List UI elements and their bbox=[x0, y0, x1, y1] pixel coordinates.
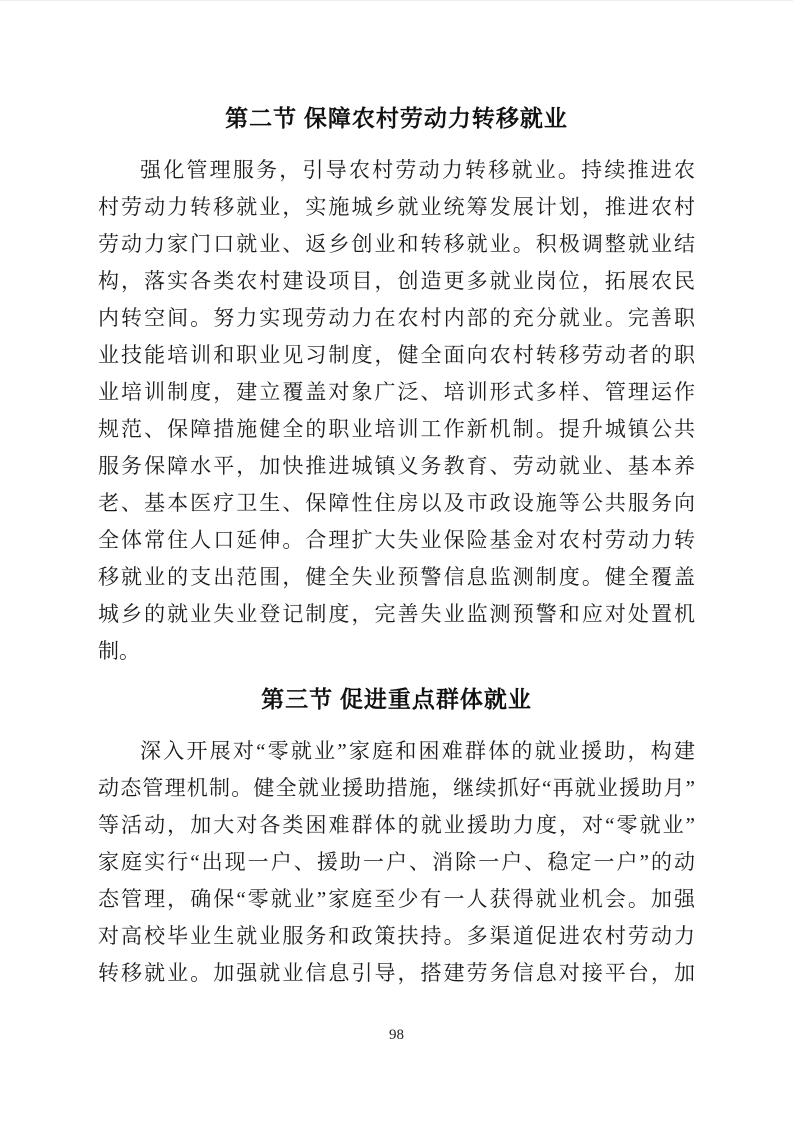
text-line: 构，落实各类农村建设项目，创造更多就业岗位，拓展农民 bbox=[98, 269, 695, 293]
text-line: 强化管理服务，引导农村劳动力转移就业。持续推进农 bbox=[140, 158, 695, 182]
text-line: 对高校毕业生就业服务和政策扶持。多渠道促进农村劳动力 bbox=[98, 924, 695, 948]
section-heading-3: 第三节 促进重点群体就业 bbox=[261, 687, 532, 712]
text-line: 等活动，加大对各类困难群体的就业援助力度，对“零就业” bbox=[98, 813, 695, 837]
paragraph-section-2 bbox=[98, 152, 695, 670]
text-line: 服务保障水平，加快推进城镇义务教育、劳动就业、基本养 bbox=[98, 454, 695, 478]
text-line: 规范、保障措施健全的职业培训工作新机制。提升城镇公共 bbox=[98, 417, 695, 441]
text-line: 内转空间。努力实现劳动力在农村内部的充分就业。完善职 bbox=[98, 306, 695, 330]
text-line: 动态管理机制。健全就业援助措施，继续抓好“再就业援助月” bbox=[98, 776, 695, 800]
text-line: 态管理，确保“零就业”家庭至少有一人获得就业机会。加强 bbox=[98, 887, 695, 911]
paragraph-section-3 bbox=[98, 733, 695, 992]
section-heading-2: 第二节 保障农村劳动力转移就业 bbox=[225, 106, 568, 131]
text-line: 村劳动力转移就业，实施城乡就业统筹发展计划，推进农村 bbox=[98, 195, 695, 219]
page-content bbox=[98, 1, 695, 992]
text-line: 移就业的支出范围，健全失业预警信息监测制度。健全覆盖 bbox=[98, 565, 695, 589]
text-line: 转移就业。加强就业信息引导，搭建劳务信息对接平台，加 bbox=[98, 961, 695, 985]
text-line: 深入开展对“零就业”家庭和困难群体的就业援助，构建 bbox=[140, 739, 695, 763]
page-number: 98 bbox=[389, 1027, 404, 1043]
text-line: 老、基本医疗卫生、保障性住房以及市政设施等公共服务向 bbox=[98, 491, 695, 515]
text-line: 业培训制度，建立覆盖对象广泛、培训形式多样、管理运作 bbox=[98, 380, 695, 404]
text-line: 业技能培训和职业见习制度，健全面向农村转移劳动者的职 bbox=[98, 343, 695, 367]
text-line: 制。 bbox=[98, 639, 140, 663]
text-line: 家庭实行“出现一户、援助一户、消除一户、稳定一户”的动 bbox=[98, 850, 695, 874]
text-line: 全体常住人口延伸。合理扩大失业保险基金对农村劳动力转 bbox=[98, 528, 695, 552]
text-line: 劳动力家门口就业、返乡创业和转移就业。积极调整就业结 bbox=[98, 232, 695, 256]
text-line: 城乡的就业失业登记制度，完善失业监测预警和应对处置机 bbox=[98, 602, 695, 626]
